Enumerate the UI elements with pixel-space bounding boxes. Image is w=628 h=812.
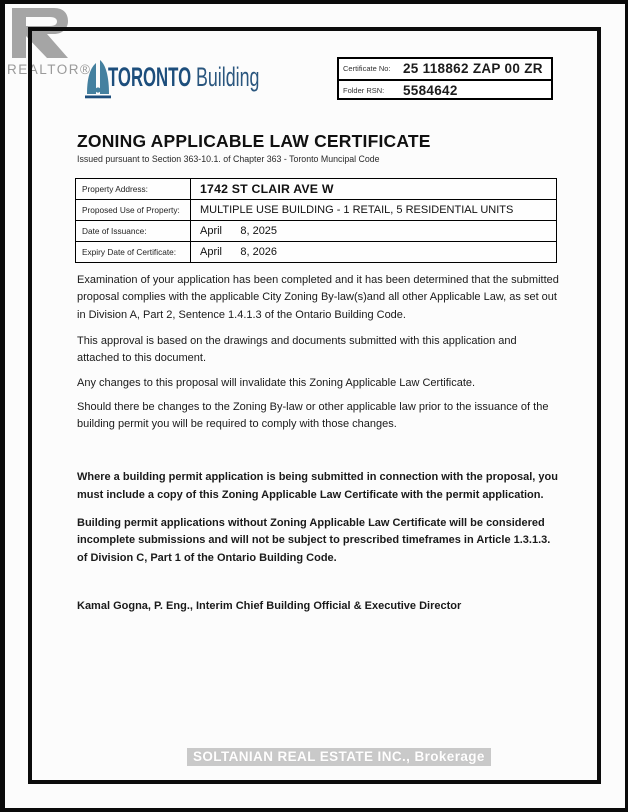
expiry-date-label: Expiry Date of Certificate: (76, 242, 191, 263)
paragraph-changes-invalidate: Any changes to this proposal will invalidate this Zoning Applicable Law Certificate. (77, 377, 476, 390)
paragraph-examination: Examination of your application has been completed and it has been determined that the submitted proposal complies with the applicable City Zoning By-law(s)and all other Applicable Law, as set out in Division A, Part 2, Sentence 1.4.1.3 of the Ontario Building Code. (77, 274, 559, 321)
folder-rsn-value: 5584642 (403, 82, 458, 98)
property-table (75, 178, 557, 263)
date-of-issuance-label: Date of Issuance: (76, 221, 191, 242)
paragraph-permit-copy-required: Where a building permit application is being submitted in connection with the proposal, you must include a copy of this Zoning Applicable Law Certificate with the permit application. (77, 471, 558, 501)
folder-rsn-row (339, 79, 551, 101)
certificate-no-row (339, 59, 551, 79)
page-subtitle: Issued pursuant to Section 363-10.1. of Chapter 363 - Toronto Muncipal Code (77, 154, 380, 164)
page-title: ZONING APPLICABLE LAW CERTIFICATE (77, 131, 431, 151)
logo-toronto-text: TORONTO (108, 62, 192, 92)
property-address-value: 1742 ST CLAIR AVE W (191, 179, 557, 200)
realtor-r-icon (10, 8, 68, 58)
table-row-proposed-use (76, 200, 557, 221)
table-row-expiry-date (76, 242, 557, 263)
realtor-label: REALTOR® (7, 62, 92, 77)
signature-line: Kamal Gogna, P. Eng., Interim Chief Building Official & Executive Director (77, 599, 462, 612)
body-text (77, 272, 560, 615)
table-row-property-address (76, 179, 557, 200)
paragraph-approval-basis: This approval is based on the drawings and documents submitted with this application and attached to this document. (77, 334, 517, 365)
certificate-box (337, 57, 553, 100)
certificate-no-label: Certificate No: (343, 64, 391, 74)
proposed-use-label: Proposed Use of Property: (76, 200, 191, 221)
logo-building-text: Building (196, 62, 260, 92)
property-address-label: Property Address: (76, 179, 191, 200)
table-row-date-of-issuance (76, 221, 557, 242)
proposed-use-value: MULTIPLE USE BUILDING - 1 RETAIL, 5 RESIDENTIAL UNITS (191, 200, 557, 221)
folder-rsn-label: Folder RSN: (343, 85, 385, 95)
realtor-logo (7, 8, 92, 77)
expiry-date-value: April 8, 2026 (191, 242, 557, 263)
paragraph-bylaw-changes: Should there be changes to the Zoning By-law or other applicable law prior to the issuance of the building permit you will be required to comply with those changes. (77, 400, 549, 431)
certificate-no-value: 25 118862 ZAP 00 ZR (403, 61, 543, 77)
date-of-issuance-value: April 8, 2025 (191, 221, 557, 242)
paragraph-incomplete-submissions: Building permit applications without Zoning Applicable Law Certificate will be considered incomplete submissions and will not be subject to prescribed timeframes in Article 1.3.1.3. of Division C, Part 1 of the Ontario Building Code. (77, 516, 551, 564)
brokerage-watermark: SOLTANIAN REAL ESTATE INC., Brokerage (187, 748, 491, 766)
